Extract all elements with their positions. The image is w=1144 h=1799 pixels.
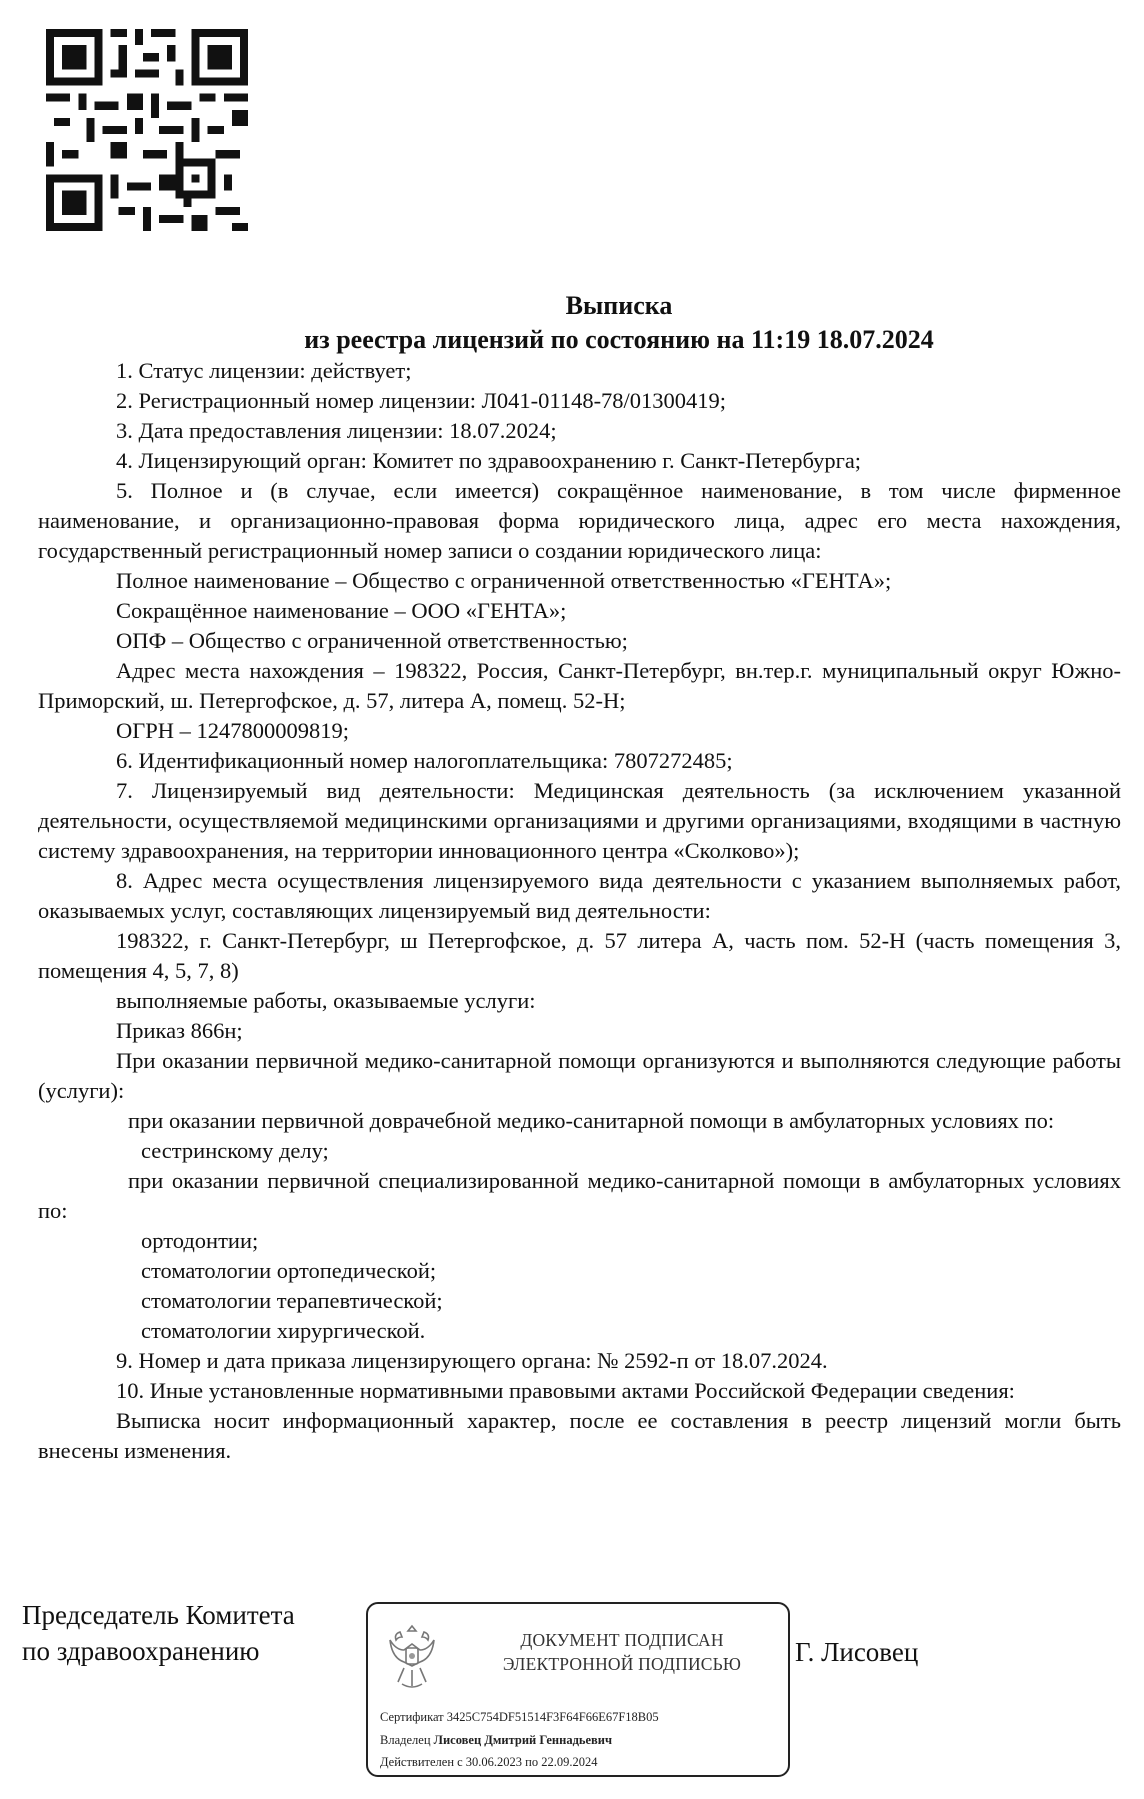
validity-line: Действителен с 30.06.2023 по 22.09.2024 [380,1755,598,1769]
owner-label: Владелец [380,1733,431,1747]
document-title: Выписка [565,291,673,320]
activity-address-section: 8. Адрес места осуществления лицензируемого вида деятельности с указанием выполняемых работ, оказываемых услуг, составляющих лицензируемый вид деятельности: [38,868,1121,923]
short-name: Сокращённое наименование – ООО «ГЕНТА»; [116,598,567,623]
coat-of-arms-icon [382,1618,442,1698]
activity-type: 7. Лицензируемый вид деятельности: Медицинская деятельность (за исключением указанной деятельности, осуществляемой медицинскими организациями и другими организациями, входящими в частную систему здравоохранения, на территории инновационного центра «Сколково»); [38,778,1121,863]
full-name: Полное наименование – Общество с ограниченной ответственностью «ГЕНТА»; [116,568,892,593]
license-status: 1. Статус лицензии: действует; [116,358,412,383]
signatory-position [22,1597,295,1669]
order-reference: Приказ 866н; [116,1018,243,1043]
disclaimer: Выписка носит информационный характер, после ее составления в реестр лицензий могли быть внесены изменения. [38,1408,1121,1463]
service-item: стоматологии хирургической. [141,1318,426,1343]
legal-form: ОПФ – Общество с ограниченной ответственностью; [116,628,628,653]
service-item: стоматологии ортопедической; [141,1258,437,1283]
entity-name-section: 5. Полное и (в случае, если имеется) сокращённое наименование, в том числе фирменное наименование, и организационно-правовая форма юридического лица, адрес его места нахождения, государственный регистрационный номер записи о создании юридического лица: [38,478,1121,563]
inn: 6. Идентификационный номер налогоплательщика: 7807272485; [116,748,733,773]
license-number: 2. Регистрационный номер лицензии: Л041-01148-78/01300419; [116,388,727,413]
legal-address: Адрес места нахождения – 198322, Россия, Санкт-Петербург, вн.тер.г. муниципальный округ Южно-Приморский, ш. Петергофское, д. 57, литера А, помещ. 52-Н; [38,658,1121,713]
service-item: сестринскому делу; [141,1138,329,1163]
specialized-care: при оказании первичной специализированной медико-санитарной помощи в амбулаторных условиях по: [38,1168,1121,1223]
certificate-value: 3425C754DF51514F3F64F66E67F18B05 [446,1710,659,1724]
signatory-position-line1: Председатель Комитета [22,1600,295,1630]
ogrn: ОГРН – 1247800009819; [116,718,350,743]
works-label: выполняемые работы, оказываемые услуги: [116,988,536,1013]
signatory-position-line2: по здравоохранению [22,1636,260,1666]
document-body [38,356,1121,1466]
certificate-label: Сертификат [380,1710,444,1724]
other-info: 10. Иные установленные нормативными правовыми актами Российской Федерации сведения: [116,1378,1015,1403]
electronic-signature-stamp [366,1602,790,1777]
owner-line [380,1733,612,1748]
activity-address: 198322, г. Санкт-Петербург, ш Петергофское, д. 57 литера А, часть пом. 52-Н (часть помещения 3, помещения 4, 5, 7, 8) [38,928,1121,983]
primary-care: При оказании первичной медико-санитарной помощи организуются и выполняются следующие работы (услуги): [38,1048,1121,1103]
service-item: ортодонтии; [141,1228,259,1253]
stamp-heading [464,1628,780,1676]
document-subtitle: из реестра лицензий по состоянию на 11:19 18.07.2024 [304,325,934,354]
stamp-heading-line2: ЭЛЕКТРОННОЙ ПОДПИСЬЮ [502,1654,742,1674]
order-number: 9. Номер и дата приказа лицензирующего органа: № 2592-п от 18.07.2024. [116,1348,828,1373]
prehospital-care: при оказании первичной доврачебной медико-санитарной помощи в амбулаторных условиях по: [128,1108,1055,1133]
service-item: стоматологии терапевтической; [141,1288,443,1313]
owner-value: Лисовец Дмитрий Геннадьевич [433,1733,613,1747]
signatory-name: Г. Лисовец [795,1637,919,1667]
licensing-authority: 4. Лицензирующий орган: Комитет по здравоохранению г. Санкт-Петербурга; [116,448,862,473]
certificate-line [380,1710,659,1725]
stamp-heading-line1: ДОКУМЕНТ ПОДПИСАН [520,1630,724,1650]
license-date: 3. Дата предоставления лицензии: 18.07.2024; [116,418,557,443]
qr-code-icon [46,29,248,231]
